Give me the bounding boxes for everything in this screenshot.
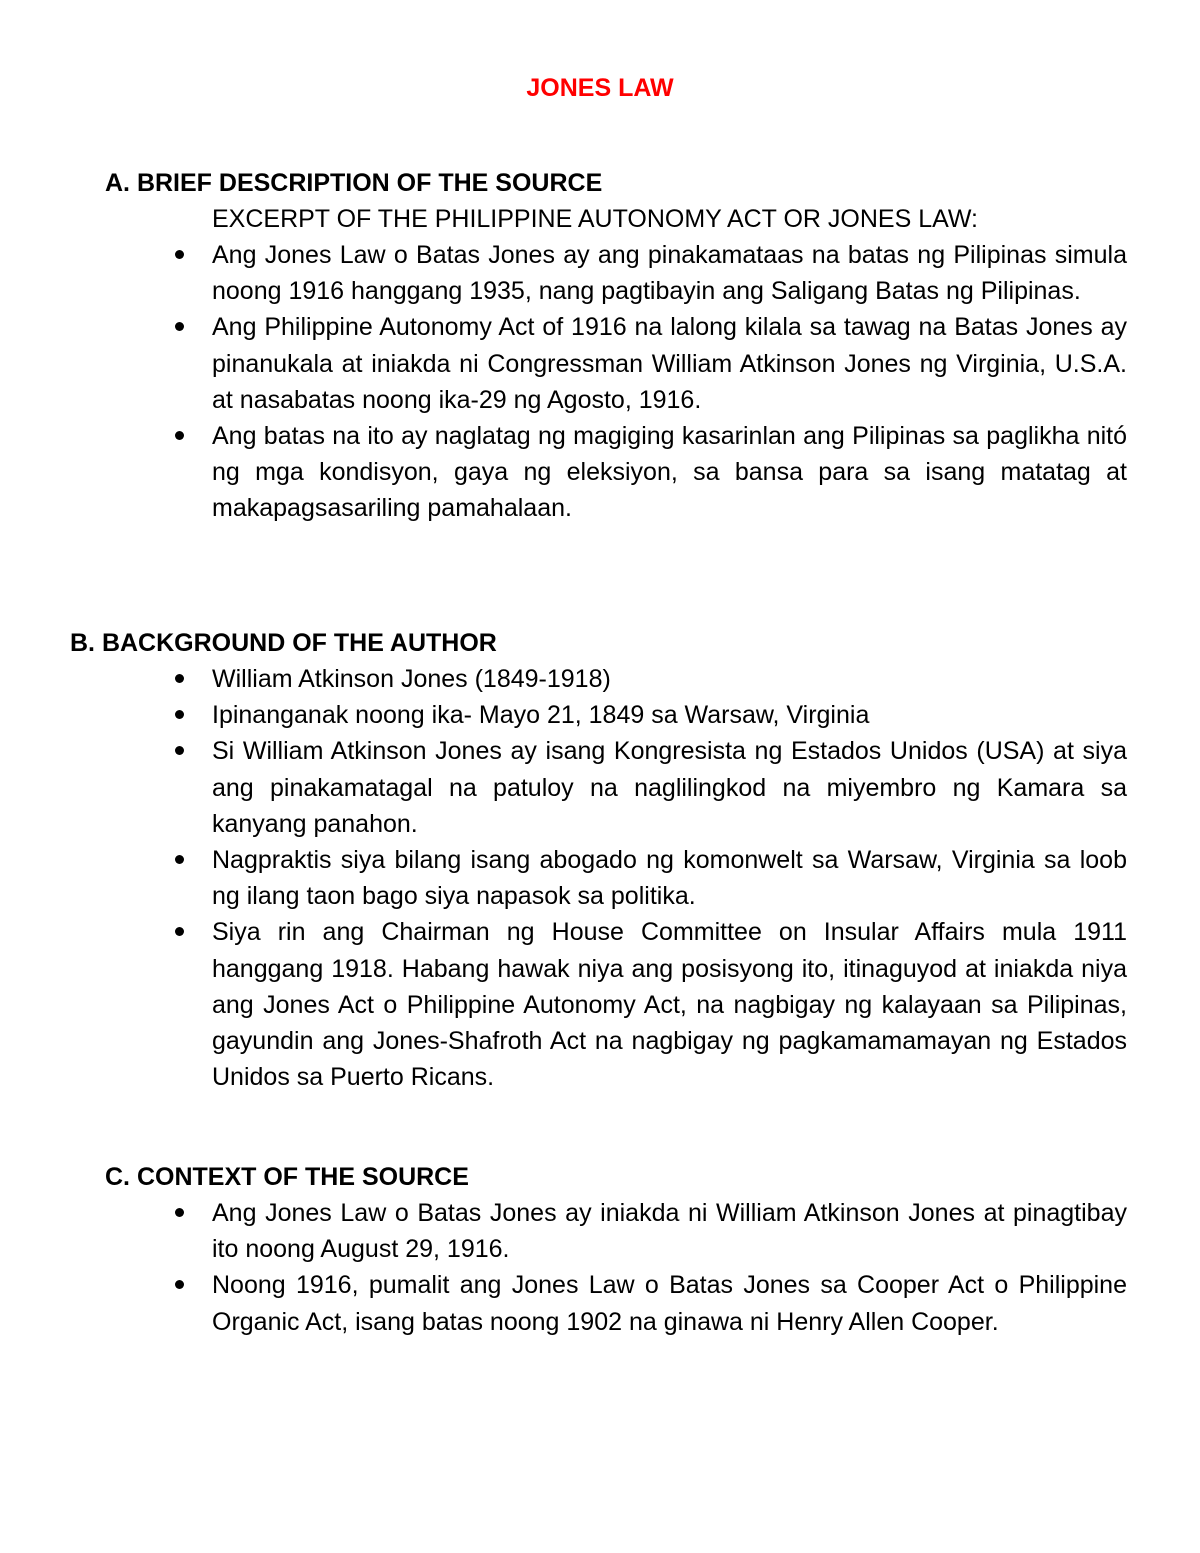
section-heading: B. BACKGROUND OF THE AUTHOR: [70, 629, 497, 657]
list-item: Siya rin ang Chairman ng House Committee on Insular Affairs mula 1911 hanggang 1918. Habang hawak niya ang posisyong ito, itinaguyod at iniakda niya ang Jones Act o Philippine Autonomy Act, na nagbigay ng kalayaan sa Pilipinas, gayundin ang Jones-Shafroth Act na nagbigay ng pagkamamamayan ng Estados Unidos sa Puerto Ricans.: [212, 914, 1127, 1095]
section-brief-description: [0, 165, 1200, 527]
section-heading: C. CONTEXT OF THE SOURCE: [105, 1163, 469, 1191]
section-heading: A. BRIEF DESCRIPTION OF THE SOURCE: [105, 169, 603, 197]
list-item: Ipinanganak noong ika- Mayo 21, 1849 sa Warsaw, Virginia: [212, 697, 1127, 733]
list-item: Ang Jones Law o Batas Jones ay iniakda ni William Atkinson Jones at pinagtibay ito noong August 29, 1916.: [212, 1195, 1127, 1267]
list-item: Ang batas na ito ay naglatag ng magiging kasarinlan ang Pilipinas sa paglikha nitó ng mga kondisyon, gaya ng eleksiyon, sa bansa para sa isang matatag at makapagsasariling pamahalaan.: [212, 418, 1127, 527]
list-item: Nagpraktis siya bilang isang abogado ng komonwelt sa Warsaw, Virginia sa loob ng ilang taon bago siya napasok sa politika.: [212, 842, 1127, 914]
bullet-list: [0, 237, 1200, 527]
section-subheading: EXCERPT OF THE PHILIPPINE AUTONOMY ACT OR JONES LAW:: [212, 205, 978, 233]
section-author-background: [0, 625, 1200, 1095]
bullet-list: [0, 1195, 1200, 1340]
bullet-list: [0, 661, 1200, 1095]
list-item: Ang Jones Law o Batas Jones ay ang pinakamataas na batas ng Pilipinas simula noong 1916 hanggang 1935, nang pagtibayin ang Saligang Batas ng Pilipinas.: [212, 237, 1127, 309]
list-item: William Atkinson Jones (1849-1918): [212, 661, 1127, 697]
list-item: Noong 1916, pumalit ang Jones Law o Batas Jones sa Cooper Act o Philippine Organic Act, isang batas noong 1902 na ginawa ni Henry Allen Cooper.: [212, 1267, 1127, 1339]
list-item: Ang Philippine Autonomy Act of 1916 na lalong kilala sa tawag na Batas Jones ay pinanukala at iniakda ni Congressman William Atkinson Jones ng Virginia, U.S.A. at nasabatas noong ika-29 ng Agosto, 1916.: [212, 309, 1127, 418]
section-source-context: [0, 1159, 1200, 1340]
document-title: JONES LAW: [526, 74, 674, 102]
list-item: Si William Atkinson Jones ay isang Kongresista ng Estados Unidos (USA) at siya ang pinakamatagal na patuloy na naglilingkod na miyembro ng Kamara sa kanyang panahon.: [212, 733, 1127, 842]
